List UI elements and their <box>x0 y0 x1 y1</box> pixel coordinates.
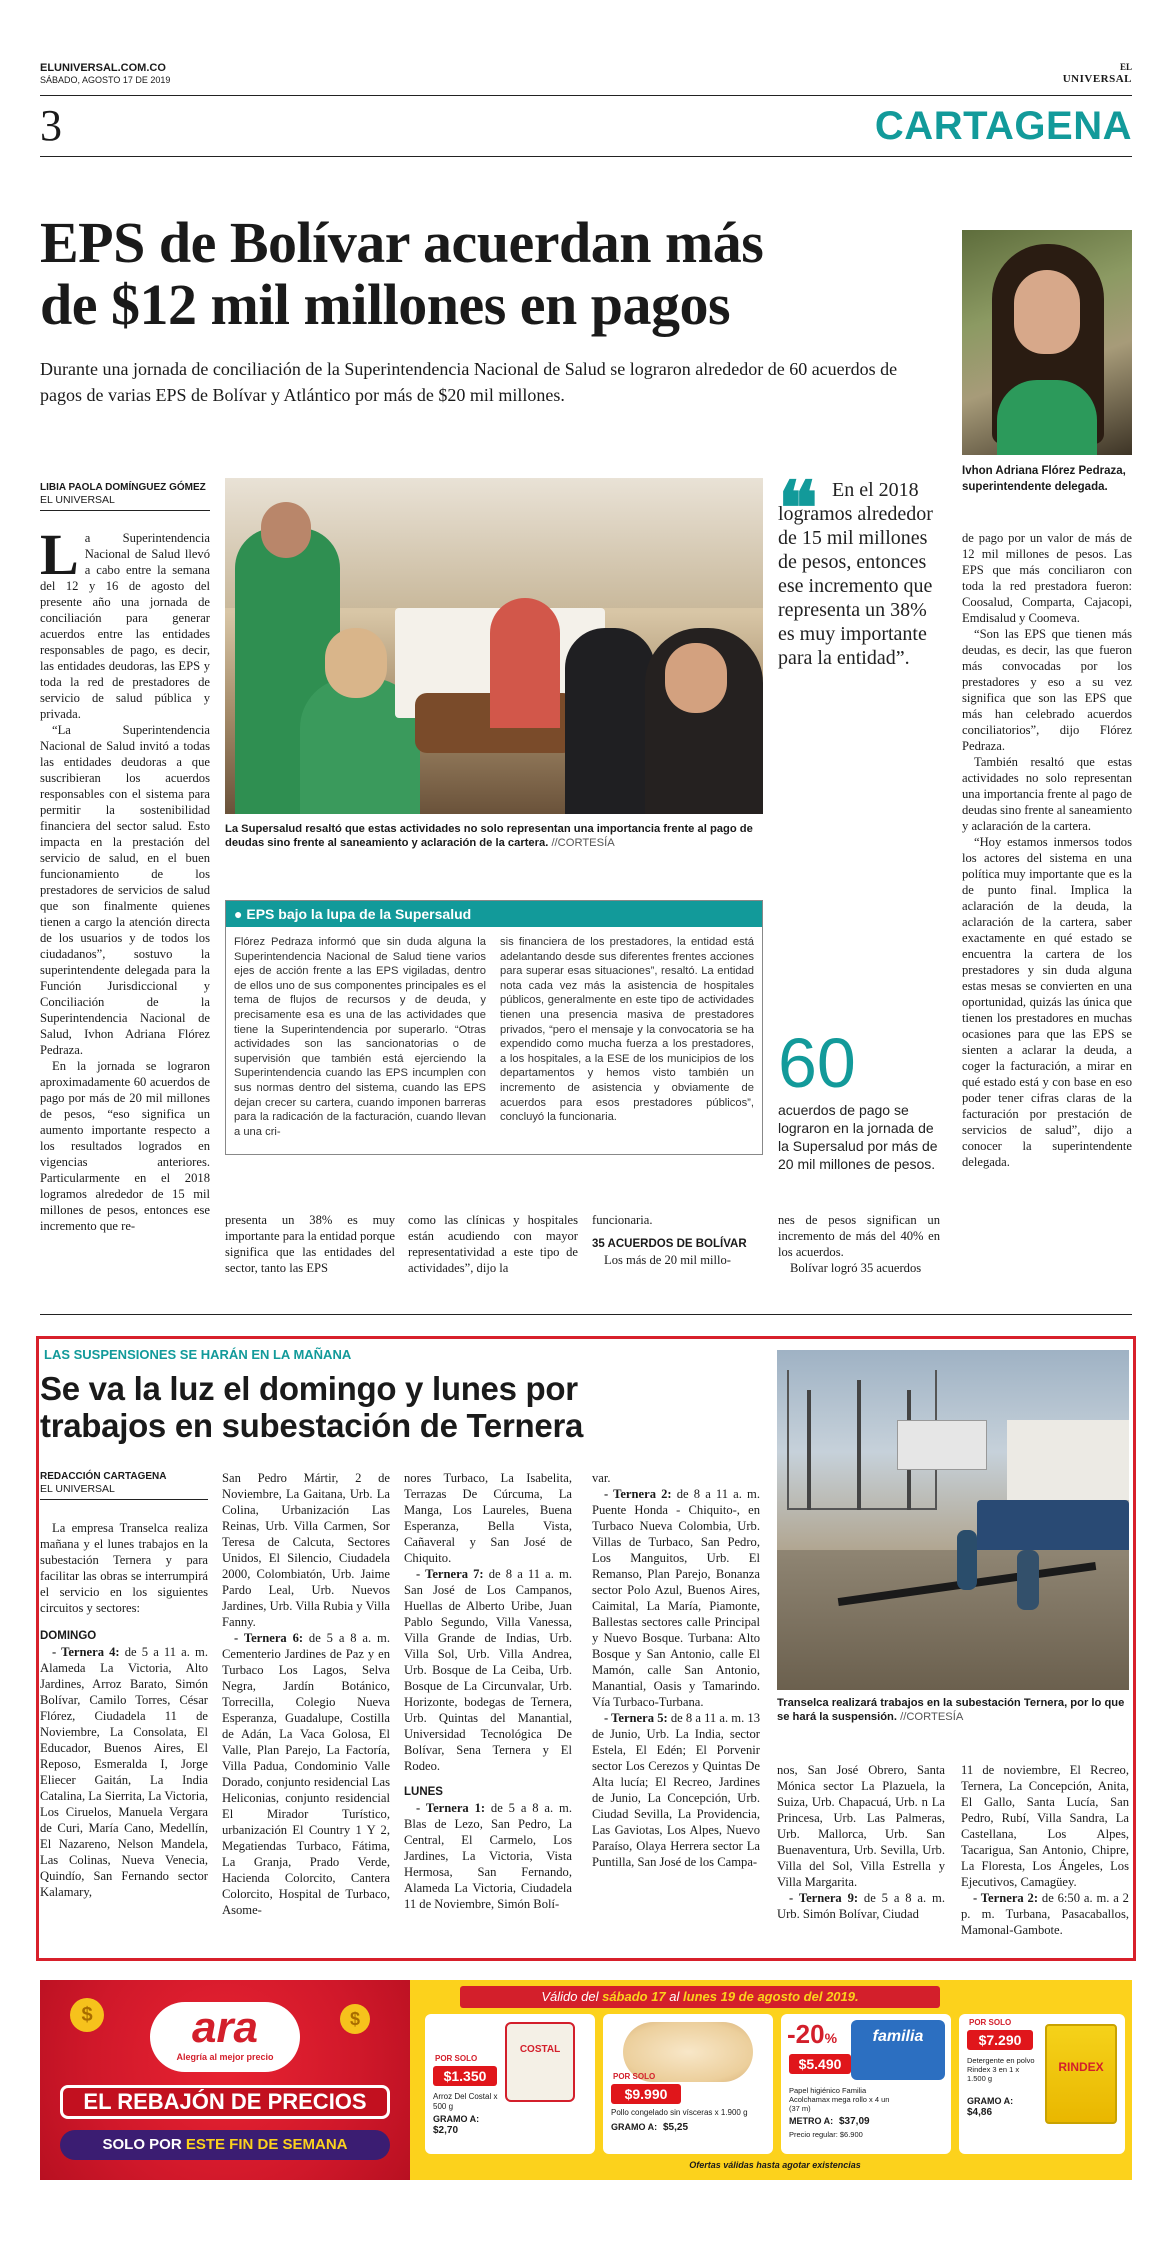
article-divider <box>40 1314 1132 1315</box>
article1-photo-caption: La Supersalud resaltó que estas actividades no solo representan una importancia frente al pago de deudas sino frente al saneamiento y aclaración de la cartera. //CORTESÍA <box>225 823 753 849</box>
article2-column-2: San Pedro Mártir, 2 de Noviembre, La Gaitana, Urb. La Colina, Urbanización Las Reinas, Urb. Villa Carmen, Sor Teresa de Calcuta, Sectores Unidos, El Silencio, Ciudadela 2000, Colombiatón, Urb. Jaime Pardo Leal, Urb. Nuevos Jardines, Urb. Villa Rubia y Villa Fanny. - Ternera 6: de 5 a 8 a. m. Cementerio Jardines de Paz y en Turbaco Los Lagos, Selva Negra, Jardín Botánico, Torrecilla, Colegio Nueva Esperanza, Guadalupe, Costilla de Adán, La Vaca Golosa, El Valle, Plan Parejo, La Factoría, Villa Padua, Condominio Valle Dorado, conjunto residencial Las Heliconias, conjunto residencial El Mirador Turístico, urbanización El Country 1 Y 2, Megatiendas Turbaco, Fátima, La Granja, Prado Verde, Hacienda Colorcito, Cantera Colorcito, Hospital de Turbaco, Asome- <box>222 1471 390 1917</box>
product-name: Detergente en polvo Rindex 3 en 1 x 1.500 g <box>967 2056 1035 2083</box>
ad-brand-tagline: Alegría al mejor precio <box>176 2052 274 2062</box>
product-regular-price: Precio regular: $6.900 <box>789 2130 863 2139</box>
ad-brand-panel <box>40 1980 410 2180</box>
product-tag: POR SOLO <box>969 2018 1012 2027</box>
portrait-caption: Ivhon Adriana Flórez Pedraza, superintendente delegada. <box>962 465 1126 493</box>
page-number: 3 <box>40 101 62 150</box>
product-unit-label: METRO A: <box>789 2116 834 2126</box>
info-box-col2: sis financiera de los prestadores, la entidad está adelantando desde sus diferentes frentes acciones para superar esas situaciones”, resaltó. La entidad nota cada vez más la asistencia de hospitales públicos, generalmente en este tipo de actividades tienen una presencia masiva de prestadores privados, “pero el mensaje y la convocatoria se ha expendido como mucha fuerza a los prestadores, a los hospitales, a la ESE de los municipios de los departamentos y hemos visto también un incremento de asistencia y obviamente de acuerdos para esos prestadores públicos”, concluyó la funcionaria. <box>500 936 754 1124</box>
ad-subline: SOLO POR ESTE FIN DE SEMANA <box>60 2130 390 2160</box>
ad-products <box>425 2014 1125 2154</box>
product-card[interactable] <box>603 2014 773 2154</box>
substation-photo-caption: Transelca realizará trabajos en la subestación Ternera, por lo que se hará la suspensión. //CORTESÍA <box>777 1697 1125 1723</box>
product-card[interactable] <box>959 2014 1125 2154</box>
article2-column-6: 11 de noviembre, El Recreo, Ternera, La Concepción, Anita, El Gallo, Santa Lucía, San Pedro, Rubí, Villa Sandra, La Castellana, Los Alpes, Tacarigua, San Antonio, Chipre, La Floresta, Los Ángeles, Los Ejecutivos, Camagüey. - Ternera 2: de 6:50 a. m. a 2 p. m. Turbana, Pasacaballos, Mamonal-Gambote. <box>961 1763 1129 1937</box>
coin-icon: $ <box>70 1998 104 2032</box>
article1-deck: Durante una jornada de conciliación de la Superintendencia Nacional de Salud se lograron alrededor de 60 acuerdos de pagos de varias EPS de Bolívar y Atlántico por más de $20 mil millones. <box>40 359 898 405</box>
product-card[interactable] <box>425 2014 595 2154</box>
rice-bag-icon <box>505 2022 575 2102</box>
article1-column-1: La Superintendencia Nacional de Salud llevó a cabo entre la semana del 12 y 16 de agosto del presente año una jornada de conciliación para generar acuerdos entre las entidades responsables de pago, es decir, las entidades deudoras, las EPS y toda la red de prestadores de servicio de salud pública y privada. “La Superintendencia Nacional de Salud invitó a todas las entidades deudoras a que suscribieran los acuerdos responsables con el sistema para permitir la sostenibilidad financiera del sector salud. Esto impacta en la prestación del servicio de salud, en el buen funcionamiento de los prestadores de servicios de salud que son finalmente quienes tienen a cargo la atención directa de los usuarios y de todos los ciudadanos”, sostuvo la superintendente delegada para la Función Jurisdiccional y Conciliación de la Superintendencia Nacional de Salud, Ivhon Adriana Flórez Pedraza. En la jornada se lograron aproximadamente 60 acuerdos de pago por más de 20 mil millones de pesos, “eso significa un aumento importante respecto a los resultados logrados en vigencias anteriores. Particularmente en el 2018 logramos alrededor de 15 mil millones de pesos, entonces ese incremento que re- <box>40 530 210 1233</box>
article2-column-1: La empresa Transelca realiza mañana y el lunes trabajos en la subestación Ternera y para facilitar las obras se interrumpirá el servicio en los siguientes circuitos y sectores: DOMINGO - Ternera 4: de 5 a 11 a. m. Alameda La Victoria, Alto Jardines, Arroz Barato, Simón Bolívar, Camilo Torres, César Flórez, Ciudadela 11 de Noviembre, La Consolata, El Educador, Buenos Aires, El Reposo, Esmeralda I, Jorge Eliecer Gaitán, La India Catalina, La Sierrita, La Victoria, Los Ciruelos, Manuela Vergara de Curi, María Cano, Medellín, El Nazareno, Nelson Mandela, Las Colinas, Nueva Venecia, Quindío, San Fernando sector Kalamary, <box>40 1521 208 1899</box>
issue-date: SÁBADO, AGOSTO 17 DE 2019 <box>40 75 171 85</box>
product-unit-label: GRAMO A: <box>967 2096 1014 2106</box>
info-box <box>225 900 763 1155</box>
product-tag: POR SOLO <box>435 2054 478 2063</box>
article2-column-5: nos, San José Obrero, Santa Mónica sector La Plazuela, la Suiza, Urb. Chapacuá, Urb. n La Princesa, Urb. Las Palmeras, Urb. Mallorca, Urb. San Buenaventura, Urb. Sevilla, Urb. Villa del Sol, Villa Estrella y Villa Margarita. - Ternera 9: de 5 a 8 a. m. Urb. Simón Bolívar, Ciudad <box>777 1763 945 1921</box>
product-pack-label: COSTAL <box>519 2044 561 2055</box>
product-unit-price: $4,86 <box>967 2107 993 2118</box>
ad-fineprint: Ofertas válidas hasta agotar existencias <box>689 2160 861 2170</box>
product-unit-price: $37,09 <box>839 2116 870 2127</box>
ad-validity: Válido del sábado 17 al lunes 19 de agosto del 2019. <box>460 1986 940 2008</box>
article1-column-6: de pago por un valor de más de 12 mil millones de pesos. Las EPS que más conciliaron con toda la red prestadora fueron: Coosalud, Comparta, Cajacopi, Emdisalud y Coomeva. “Son las EPS que tienen más deudas, es decir, las que fueron más convocadas por los prestadores y eso a su vez significa que son las EPS que más han celebrado acuerdos conciliatorios”, dijo Flórez Pedraza. También resaltó que estas actividades no solo representan una importancia frente al pago de deudas sino frente al saneamiento y aclaración de la cartera. “Hoy estamos inmersos todos los actores del sistema en una política muy importante que es la de punto final. Implica la aclaración de la deuda, la aclaración de la cartera, saber exactamente en qué estado se encuentra la cartera de los prestadores y sin duda alguna estas mesas se convierten en una oportunidad, quizás las única que tienen los prestadores en muchas ocasiones para que las EPS se sienten a aclarar la deuda, a coger la facturación, a mirar en qué estado está y con base en eso poder tener cifras claras de la facturación por prestación de servicios de salud”, dijo a conocer la superintendente delegada. <box>962 531 1132 1169</box>
section-rule <box>40 156 1132 157</box>
ad-headline-banner: EL REBAJÓN DE PRECIOS <box>60 2085 390 2119</box>
article2-column-3: nores Turbaco, La Isabelita, Terrazas De Cúrcuma, La Manga, Los Laureles, Buena Esperanza, Bella Vista, Cañaveral y San José de Chiquito. - Ternera 7: de 8 a 11 a. m. San José de Los Campanos, Huellas de Alberto Uribe, Juan Pablo Segundo, Villa Vanessa, Villa Grande de Indias, Urb. Villa Sol, Urb. Villa Andrea, Urb. Bosque de La Ceiba, Urb. Bosque de La Circunvalar, Urb. Horizonte, bodegas de Ternera, Urb. Quintas del Manantial, Universidad Tecnológica De Bolívar, Sena Ternera y El Rodeo. LUNES - Ternera 1: de 5 a 8 a. m. Blas de Lezo, San Pedro, La Central, El Carmelo, Los Jardines, La Victoria, Vista Hermosa, San Fernando, Alameda La Victoria, Ciudadela 11 de Noviembre, Simón Bolí- <box>404 1471 572 1911</box>
section-title: CARTAGENA <box>874 104 1132 148</box>
product-price: $5.490 <box>789 2054 851 2074</box>
article2-column-4: var. - Ternera 2: de 8 a 11 a. m. Puente Honda - Chiquito-, en Turbaco Nueva Colombia, Urb. Villas de Turbaco, San Pedro, Los Manguitos, Urb. El Remanso, Plan Parejo, Bonanza sector Polo Azul, Buenos Aires, Caimital, La María, Piamonte, Ballestas sectores calle Principal y Nuevo Bosque. Turbana: Alto Bosque y San Antonio, calle El Mamón, calle San Antonio, Manantial, Oasis y Tamarindo. Vía Turbaco-Turbana. - Ternera 5: de 8 a 11 a. m. 13 de Junio, Urb. La India, sector Estela, El Edén; El Porvenir sector Los Cerezos y Quintas De Alta lucía; El Recreo, Jardines de Junio, La Concepción, Urb. Ciudad Sevilla, La Providencia, Las Gaviotas, Los Alpes, Nuevo Paraíso, Olaya Herrera sector La Puntilla, San José de los Campa- <box>592 1471 760 1869</box>
product-price: $1.350 <box>433 2066 497 2086</box>
pull-quote: ❝ En el 2018 logramos alrededor de 15 mil millones de pesos, entonces ese incremento que representa un 38% es muy importante para la entidad”. <box>778 467 933 669</box>
article2-kicker: LAS SUSPENSIONES SE HARÁN EN LA MAÑANA <box>44 1347 352 1362</box>
ad-brand-name: ara <box>191 2003 259 2052</box>
product-pack-label: familia <box>872 2028 924 2045</box>
product-unit-price: $5,25 <box>663 2122 689 2133</box>
site-url: ELUNIVERSAL.COM.CO <box>40 62 166 74</box>
quote-mark-icon: ❝ <box>778 467 818 550</box>
article1-column-3: como las clínicas y hospitales están acudiendo con mayor representatividad a este tipo de actividades”, dijo la <box>408 1213 578 1275</box>
coin-icon: $ <box>340 2004 370 2034</box>
big-number: 60 <box>778 1024 856 1102</box>
info-box-header: ● EPS bajo la lupa de la Supersalud <box>226 901 762 927</box>
product-unit-price: $2,70 <box>433 2125 459 2136</box>
article1-column-4: funcionaria. 35 ACUERDOS DE BOLÍVAR Los más de 20 mil millo- <box>592 1213 747 1267</box>
header-rule <box>40 95 1132 96</box>
product-unit-label: GRAMO A: <box>433 2114 480 2124</box>
brand-top: EL <box>1119 62 1132 72</box>
info-box-col1: Flórez Pedraza informó que sin duda alguna la Superintendencia Nacional de Salud tiene varios ejes de acción frente a las EPS vigiladas, dentro de ellos uno de sus componentes principales es el tema de flujos de recursos y de deuda, y precisamente esa es una de las actividades que tiene la Superintendencia por superarlo. “Otras actividades son las sancionatorias o de supervisión que también está ejerciendo la Superintendencia cuando las EPS incumplen con sus normas dentro del sistema, cuando las EPS dejan crecer su cartera, cuando imponen barreras para la radicación de la facturación, cuando llevan a una cri- <box>234 936 486 1138</box>
product-card[interactable] <box>781 2014 951 2154</box>
big-number-text: acuerdos de pago se lograron en la jornada de la Supersalud por más de 20 mil millones de pesos. <box>778 1102 938 1172</box>
article2-byline: REDACCIÓN CARTAGENA EL UNIVERSAL <box>40 1470 208 1500</box>
article1-byline: LIBIA PAOLA DOMÍNGUEZ GÓMEZ EL UNIVERSAL <box>40 481 210 511</box>
article1-headline: EPS de Bolívar acuerdan más de $12 mil millones en pagos <box>40 210 764 337</box>
product-tag: POR SOLO <box>613 2072 656 2081</box>
ad-banner[interactable] <box>40 1980 1132 2180</box>
product-price: $7.290 <box>967 2030 1033 2050</box>
article2-headline: Se va la luz el domingo y lunes por trabajos en subestación de Ternera <box>40 1370 584 1444</box>
discount-badge: -20% <box>787 2019 838 2049</box>
drop-cap: L <box>40 530 79 587</box>
detergent-box-icon <box>1045 2024 1117 2124</box>
product-name: Arroz Del Costal x 500 g <box>433 2092 498 2111</box>
product-price: $9.990 <box>611 2084 681 2104</box>
product-name: Pollo congelado sin vísceras x 1.900 g <box>611 2108 748 2117</box>
article1-photo <box>225 478 763 814</box>
product-name: Papel higiénico Familia Acolchamax mega rollo x 4 un (37 m) <box>789 2086 890 2113</box>
article1-column-2: presenta un 38% es muy importante para la entidad porque significa que las entidades del sector, tanto las EPS <box>225 1213 395 1275</box>
substation-photo <box>777 1350 1129 1690</box>
article1-column-5: nes de pesos significan un incremento de más del 40% en los acuerdos. Bolívar logró 35 acuerdos <box>778 1213 940 1275</box>
product-pack-label: RINDEX <box>1058 2060 1104 2074</box>
brand-logo: UNIVERSAL <box>1062 73 1132 85</box>
product-unit-label: GRAMO A: <box>611 2122 658 2132</box>
portrait-photo <box>962 230 1132 455</box>
bullet-icon: ● <box>234 906 243 922</box>
